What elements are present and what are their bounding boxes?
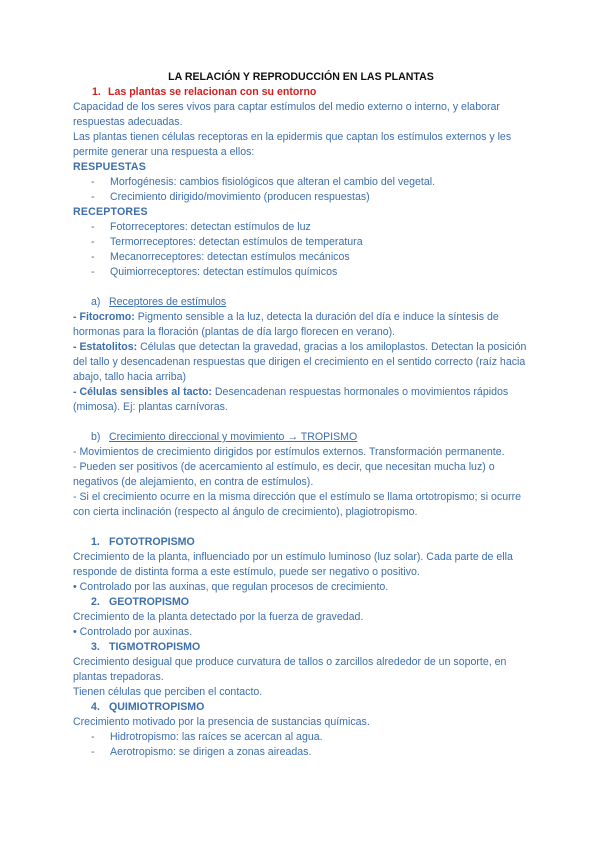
list-item: - Mecanorreceptores: detectan estímulos mecánicos xyxy=(73,250,529,265)
tigmotropismo-text: Crecimiento desigual que produce curvatura de tallos o zarcillos alrededor de un soporte, en plantas trepadoras. xyxy=(73,656,507,683)
list-item: - Morfogénesis: cambios fisiológicos que alteran el cambio del vegetal. xyxy=(73,175,529,190)
receptor-item-celulas-tacto xyxy=(73,385,529,415)
geotropismo-text: Crecimiento de la planta detectado por la fuerza de gravedad. xyxy=(73,611,364,623)
definition: Pigmento sensible a la luz, detecta la duración del día e induce la síntesis de hormonas para la floración (plantas de día largo florecen en verano). xyxy=(73,311,499,338)
subsection-a-letter: a) xyxy=(91,296,101,308)
list-item: - Aerotropismo: se dirigen a zonas aireadas. xyxy=(73,745,529,760)
heading-number: 4. xyxy=(91,701,100,713)
receptores-list xyxy=(73,220,529,280)
quimiotropismo-heading xyxy=(73,700,529,715)
quimiotropismo-text: Crecimiento motivado por la presencia de sustancias químicas. xyxy=(73,716,370,728)
subsection-b-heading xyxy=(73,430,529,445)
heading-title: GEOTROPISMO xyxy=(109,596,190,608)
heading-number: 3. xyxy=(91,641,100,653)
definition: Desencadenan respuestas hormonales o movimientos rápidos (mimosa). Ej: plantas carnívoras. xyxy=(73,386,509,413)
intro-paragraph-1: Capacidad de los seres vivos para captar estímulos del medio externo o interno, y elaborar respuestas adecuadas. xyxy=(73,101,500,128)
section-1-number: 1. xyxy=(92,86,101,98)
term: - Fitocromo: xyxy=(73,311,135,323)
page-title: LA RELACIÓN Y REPRODUCCIÓN EN LAS PLANTAS xyxy=(168,71,434,83)
definition: Células que detectan la gravedad, gracias a los amiloplastos. Detectan la posición del tallo y desencadenan respuestas que dirigen el crecimiento en el sentido correcto (raíz hacia abajo, tallo hacia arriba) xyxy=(73,341,527,383)
receptor-item-estatolitos xyxy=(73,340,529,385)
list-item: - Crecimiento dirigido/movimiento (producen respuestas) xyxy=(73,190,529,205)
quimiotropismo-list xyxy=(73,730,529,760)
geotropismo-heading xyxy=(73,595,529,610)
section-1-title: Las plantas se relacionan con su entorno xyxy=(108,86,317,98)
tropismo-line: - Pueden ser positivos (de acercamiento al estímulo, es decir, que necesitan mucha luz) o negativos (de alejamiento, en contra de estímulos). xyxy=(73,461,495,488)
tropismo-line: - Si el crecimiento ocurre en la misma dirección que el estímulo se llama ortotropismo; si ocurre con cierta inclinación (respecto al ángulo de crecimiento), plagiotropismo. xyxy=(73,491,522,518)
subsection-a-heading xyxy=(73,295,529,310)
list-item: - Fotorreceptores: detectan estímulos de luz xyxy=(73,220,529,235)
respuestas-heading: RESPUESTAS xyxy=(73,161,147,173)
tigmotropismo-text-2: Tienen células que perciben el contacto. xyxy=(73,686,263,698)
subsection-b-letter: b) xyxy=(91,431,101,443)
list-item: - Termorreceptores: detectan estímulos de temperatura xyxy=(73,235,529,250)
term: - Células sensibles al tacto: xyxy=(73,386,212,398)
heading-title: TIGMOTROPISMO xyxy=(109,641,201,653)
respuestas-list xyxy=(73,175,529,205)
term: - Estatolitos: xyxy=(73,341,138,353)
receptores-heading: RECEPTORES xyxy=(73,206,148,218)
tropismo-line: - Movimientos de crecimiento dirigidos por estímulos externos. Transformación permanente. xyxy=(73,446,505,458)
fototropismo-bullet: • Controlado por las auxinas, que regulan procesos de crecimiento. xyxy=(73,581,389,593)
geotropismo-bullet: • Controlado por auxinas. xyxy=(73,626,193,638)
heading-number: 1. xyxy=(91,536,100,548)
list-item: - Quimiorreceptores: detectan estímulos químicos xyxy=(73,265,529,280)
fototropismo-text: Crecimiento de la planta, influenciado por un estímulo luminoso (luz solar). Cada parte de ella responde de distinta forma a este estímulo, puede ser negativo o positivo. xyxy=(73,551,513,578)
list-item: - Hidrotropismo: las raíces se acercan al agua. xyxy=(73,730,529,745)
tigmotropismo-heading xyxy=(73,640,529,655)
fototropismo-heading xyxy=(73,535,529,550)
intro-paragraph-2: Las plantas tienen células receptoras en la epidermis que captan los estímulos externos y les permite generar una respuesta a ellos: xyxy=(73,131,512,158)
subsection-a-title: Receptores de estímulos xyxy=(109,296,227,308)
heading-number: 2. xyxy=(91,596,100,608)
heading-title: QUIMIOTROPISMO xyxy=(109,701,205,713)
document-content xyxy=(73,70,529,760)
receptor-item-fitocromo xyxy=(73,310,529,340)
section-1-heading xyxy=(73,85,529,100)
heading-title: FOTOTROPISMO xyxy=(109,536,195,548)
subsection-b-title: Crecimiento direccional y movimiento → TROPISMO xyxy=(109,431,358,443)
